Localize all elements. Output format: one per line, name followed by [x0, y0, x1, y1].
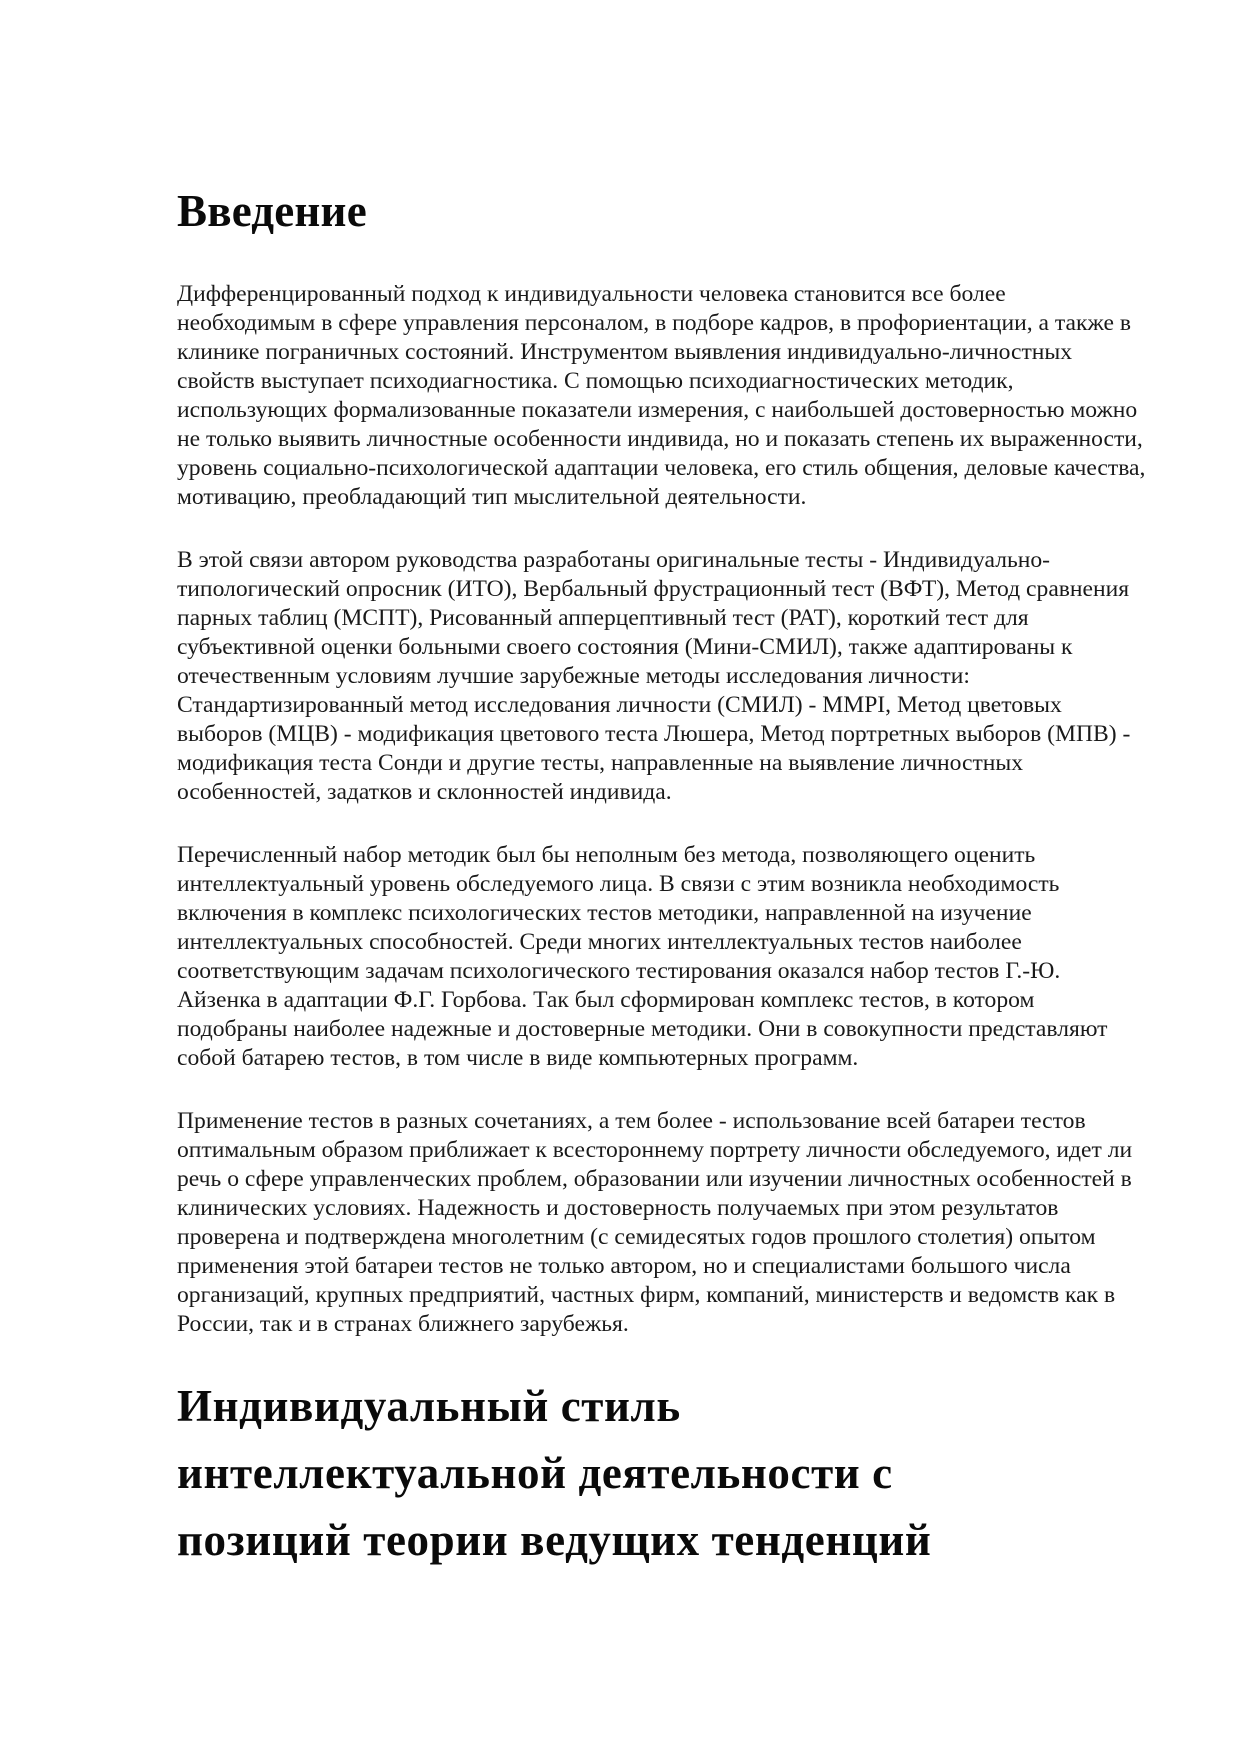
- chapter-heading: [177, 1373, 1147, 1574]
- chapter-heading-line-1: Индивидуальный стиль: [177, 1381, 681, 1431]
- intro-paragraph-4: Применение тестов в разных сочетаниях, а тем более - использование всей батареи тестов оптимальным образом приближает к всестороннему портрету личности обследуемого, идет ли речь о сфере управленческих проблем, образовании или изучении личностных особенностей в клинических условиях. Надежность и достоверность получаемых при этом результатов проверена и подтверждена многолетним (с семидесятых годов прошлого столетия) опытом применения этой батареи тестов не только автором, но и специалистами большого числа организаций, крупных предприятий, частных фирм, компаний, министерств и ведомств как в России, так и в странах ближнего зарубежья.: [177, 1108, 1133, 1337]
- intro-heading: Введение: [177, 186, 367, 236]
- chapter-heading-line-3: позиций теории ведущих тенденций: [177, 1515, 932, 1565]
- intro-paragraph-1: Дифференцированный подход к индивидуальности человека становится все более необходимым в сфере управления персоналом, в подборе кадров, в профориентации, а также в клинике пограничных состояний. Инструментом выявления индивидуально-личностных свойств выступает психодиагностика. С помощью психодиагностических методик, использующих формализованные показатели измерения, с наибольшей достоверностью можно не только выявить личностные особенности индивида, но и показать степень их выраженности, уровень социально-психологической адаптации человека, его стиль общения, деловые качества, мотивацию, преобладающий тип мыслительной деятельности.: [177, 281, 1146, 510]
- intro-paragraph-3: Перечисленный набор методик был бы неполным без метода, позволяющего оценить интеллектуальный уровень обследуемого лица. В связи с этим возникла необходимость включения в комплекс психологических тестов методики, направленной на изучение интеллектуальных способностей. Среди многих интеллектуальных тестов наиболее соответствующим задачам психологического тестирования оказался набор тестов Г.-Ю. Айзенка в адаптации Ф.Г. Горбова. Так был сформирован комплекс тестов, в котором подобраны наиболее надежные и достоверные методики. Они в совокупности представляют собой батарею тестов, в том числе в виде компьютерных программ.: [177, 842, 1108, 1071]
- intro-paragraph-2: В этой связи автором руководства разработаны оригинальные тесты - Индивидуально-типологический опросник (ИТО), Вербальный фрустрационный тест (ВФТ), Метод сравнения парных таблиц (МСПТ), Рисованный апперцептивный тест (РАТ), короткий тест для субъективной оценки больными своего состояния (Мини-СМИЛ), также адаптированы к отечественным условиям лучшие зарубежные методы исследования личности: Стандартизированный метод исследования личности (СМИЛ) - MMPI, Метод цветовых выборов (МЦВ) - модификация цветового теста Люшера, Метод портретных выборов (МПВ) - модификация теста Сонди и другие тесты, направленные на выявление личностных особенностей, задатков и склонностей индивида.: [177, 547, 1131, 805]
- page-content: [177, 180, 1147, 1574]
- chapter-heading-line-2: интеллектуальной деятельности с: [177, 1448, 893, 1498]
